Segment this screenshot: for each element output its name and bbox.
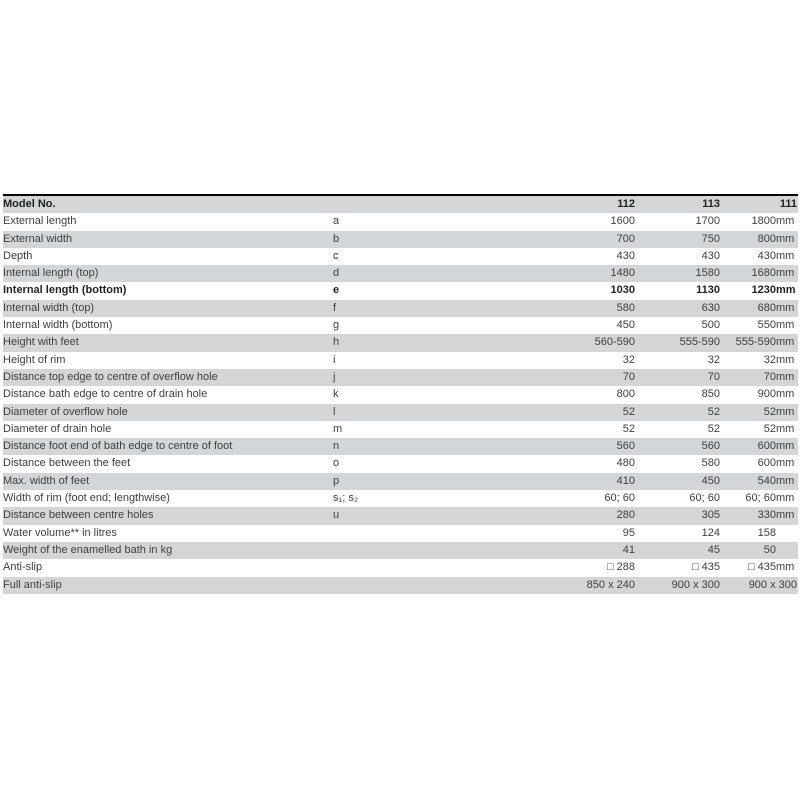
unit-cell (776, 542, 798, 559)
value-model-112: 480 (616, 457, 635, 470)
unit-cell: mm (776, 300, 798, 317)
table-row (3, 577, 798, 594)
table-row (3, 248, 798, 265)
value-model-112: 1600 (610, 215, 635, 228)
value-model-113: 750 (635, 231, 720, 248)
value-model-113: 52 (635, 404, 720, 421)
table-row (3, 473, 798, 490)
unit-cell: mm (776, 249, 795, 262)
table-row (3, 490, 798, 507)
value-model-113: 32 (707, 353, 720, 366)
unit-cell: mm (776, 284, 796, 297)
dimension-letter: a (333, 215, 340, 228)
value-model-113: □ 435 (691, 561, 720, 574)
value-model-112: □ 288 (606, 561, 635, 574)
row-label: Anti-slip (3, 561, 43, 574)
row-label: Distance between the feet (3, 457, 131, 470)
dimension-letter (333, 542, 433, 559)
unit-cell: mm (776, 369, 798, 386)
value-model-112: 700 (433, 231, 635, 248)
unit-cell: mm (776, 404, 798, 421)
dimension-letter: u (333, 507, 433, 524)
value-model-112: 41 (433, 542, 635, 559)
value-model-112: 112 (433, 195, 635, 213)
value-model-113: 430 (701, 249, 720, 262)
unit-cell (776, 525, 798, 542)
value-model-113: 900 x 300 (635, 577, 720, 594)
row-label: Width of rim (foot end; lengthwise) (3, 492, 170, 505)
unit-cell: mm (776, 353, 795, 366)
table-row (3, 300, 798, 317)
value-model-113: 1130 (696, 284, 720, 297)
row-label: Diameter of overflow hole (3, 404, 333, 421)
row-label: Distance foot end of bath edge to centre of foot (3, 438, 333, 455)
unit-cell: mm (776, 334, 798, 351)
dimension-letter: e (333, 284, 340, 297)
row-label: Distance between centre holes (3, 507, 333, 524)
table-row (3, 525, 798, 542)
dimension-letter: c (333, 249, 339, 262)
row-label: Height of rim (3, 353, 66, 366)
table-row (3, 282, 798, 299)
model-no-label: Model No. (3, 195, 333, 213)
value-model-113: 70 (635, 369, 720, 386)
row-label: Max. width of feet (3, 473, 333, 490)
value-model-112: 450 (616, 319, 635, 332)
row-label: Depth (3, 249, 33, 262)
table-row (3, 386, 798, 403)
unit-cell: mm (776, 231, 798, 248)
table-row (3, 404, 798, 421)
value-model-112: 52 (622, 422, 635, 435)
dimension-letter: i (333, 353, 336, 366)
value-model-112: 95 (622, 526, 635, 539)
unit-cell: mm (776, 561, 795, 574)
dimension-letter (333, 195, 433, 213)
value-model-112: 430 (616, 249, 635, 262)
value-model-112: 580 (433, 300, 635, 317)
table-row (3, 352, 798, 369)
value-model-113: 450 (635, 473, 720, 490)
value-model-112: 850 x 240 (433, 577, 635, 594)
unit-cell: mm (776, 422, 795, 435)
table-row (3, 231, 798, 248)
value-model-111: 680 (720, 300, 776, 317)
value-model-111: 900 x 300 (720, 577, 798, 594)
dimension-letter: h (333, 334, 433, 351)
row-label: Distance bath edge to centre of drain hole (3, 388, 208, 401)
value-model-111: 555-590 (720, 334, 776, 351)
value-model-113: 305 (635, 507, 720, 524)
value-model-111: 1680 (720, 265, 776, 282)
value-model-111: 52 (763, 422, 776, 435)
value-model-112: 60; 60 (604, 492, 635, 505)
dimension-letter: j (333, 369, 433, 386)
value-model-113: 1700 (695, 215, 720, 228)
unit-cell: mm (776, 215, 795, 228)
dimension-letter: b (333, 231, 433, 248)
row-label: Full anti-slip (3, 577, 333, 594)
row-label: Internal length (bottom) (3, 284, 127, 297)
value-model-111: 1800 (751, 215, 776, 228)
dimension-letter: d (333, 265, 433, 282)
dimension-letter: n (333, 438, 433, 455)
value-model-111: 800 (720, 231, 776, 248)
row-label: Internal width (bottom) (3, 319, 113, 332)
row-label: Internal length (top) (3, 265, 333, 282)
table-row (3, 559, 798, 576)
dimension-letter: l (333, 404, 433, 421)
dimension-letter: g (333, 319, 340, 332)
table-row (3, 455, 798, 472)
value-model-112: 70 (433, 369, 635, 386)
unit-cell: mm (776, 438, 798, 455)
table-row (3, 317, 798, 334)
value-model-112: 560 (433, 438, 635, 455)
dimension-letter: s₁; s₂ (333, 492, 359, 505)
dimension-letter: p (333, 473, 433, 490)
unit-cell: mm (776, 265, 798, 282)
value-model-113: 45 (635, 542, 720, 559)
row-label: Diameter of drain hole (3, 422, 112, 435)
value-model-113: 1580 (635, 265, 720, 282)
value-model-111: 158 (757, 526, 776, 539)
table-row (3, 438, 798, 455)
value-model-112: 280 (433, 507, 635, 524)
value-model-113: 560 (635, 438, 720, 455)
spec-table-body (3, 195, 798, 594)
value-model-111: 1230 (751, 284, 776, 297)
table-row (3, 213, 798, 230)
table-row (3, 334, 798, 351)
row-label: Water volume** in litres (3, 526, 117, 539)
value-model-111: 52 (720, 404, 776, 421)
row-label: Weight of the enamelled bath in kg (3, 542, 333, 559)
value-model-111: 60; 60 (745, 492, 776, 505)
dimension-letter (333, 525, 433, 542)
value-model-113: 113 (635, 195, 720, 213)
unit-cell: mm (776, 388, 795, 401)
unit-cell: mm (776, 319, 795, 332)
row-label: Height with feet (3, 334, 333, 351)
value-model-112: 560-590 (433, 334, 635, 351)
row-label: Internal width (top) (3, 300, 333, 317)
value-model-112: 1030 (610, 284, 635, 297)
value-model-113: 555-590 (635, 334, 720, 351)
dimension-letter: f (333, 300, 433, 317)
value-model-111: 550 (757, 319, 776, 332)
value-model-111: 70 (720, 369, 776, 386)
dimension-letter: o (333, 457, 340, 470)
unit-cell: mm (776, 457, 795, 470)
value-model-112: 52 (433, 404, 635, 421)
value-model-111: 111 (720, 195, 798, 213)
value-model-112: 800 (616, 388, 635, 401)
value-model-112: 32 (622, 353, 635, 366)
spec-table (3, 194, 798, 594)
row-label: External width (3, 231, 333, 248)
table-row (3, 542, 798, 559)
value-model-111: □ 435 (747, 561, 776, 574)
value-model-113: 60; 60 (689, 492, 720, 505)
unit-cell: mm (776, 492, 795, 505)
table-row (3, 369, 798, 386)
value-model-111: 430 (757, 249, 776, 262)
value-model-111: 540 (720, 473, 776, 490)
row-label: External length (3, 215, 77, 228)
value-model-111: 600 (757, 457, 776, 470)
row-label: Distance top edge to centre of overflow hole (3, 369, 333, 386)
dimension-letter: m (333, 422, 343, 435)
value-model-113: 580 (701, 457, 720, 470)
value-model-113: 850 (701, 388, 720, 401)
value-model-111: 50 (720, 542, 776, 559)
unit-cell: mm (776, 507, 798, 524)
value-model-113: 500 (701, 319, 720, 332)
value-model-113: 52 (707, 422, 720, 435)
dimension-letter: k (333, 388, 339, 401)
value-model-112: 1480 (433, 265, 635, 282)
unit-cell: mm (776, 473, 798, 490)
value-model-111: 32 (763, 353, 776, 366)
value-model-113: 630 (635, 300, 720, 317)
value-model-111: 330 (720, 507, 776, 524)
dimension-letter (333, 577, 433, 594)
value-model-111: 600 (720, 438, 776, 455)
value-model-112: 410 (433, 473, 635, 490)
value-model-111: 900 (757, 388, 776, 401)
table-row (3, 265, 798, 282)
table-row (3, 507, 798, 524)
dimension-letter (333, 559, 433, 576)
table-row (3, 421, 798, 438)
value-model-113: 124 (701, 526, 720, 539)
table-header-row (3, 195, 798, 213)
